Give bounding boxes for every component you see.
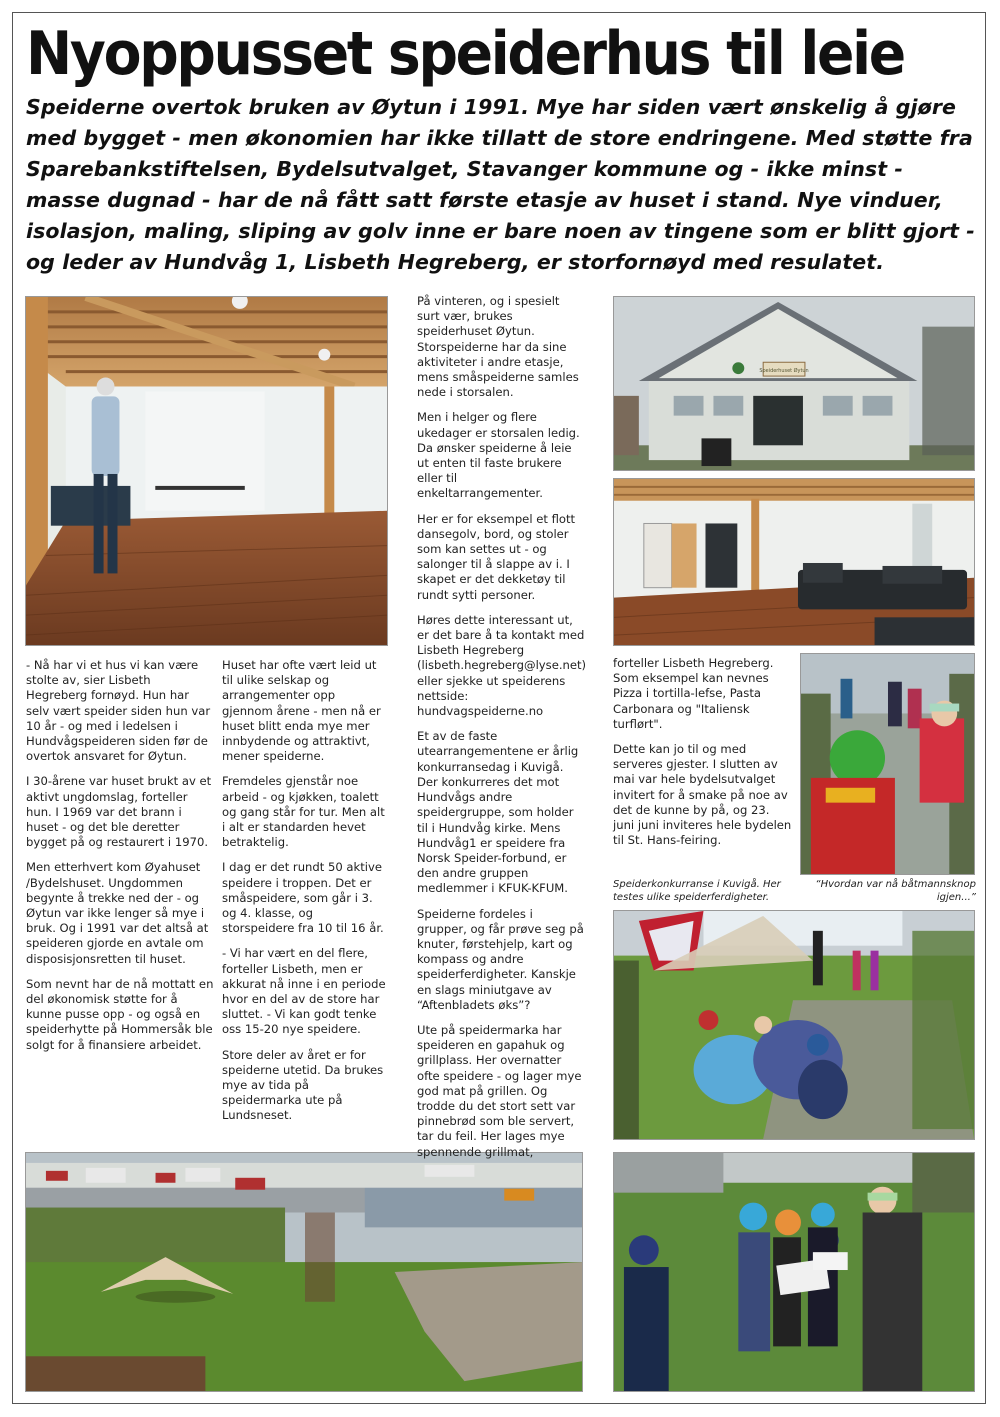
paragraph: I dag er det rundt 50 aktive speidere i troppen. Det er småspeidere, som går i 3. og 4. klasse, og storspeidere fra 10 til 16 år.	[222, 860, 384, 936]
paragraph: Ute på speidermarka har speideren en gapahuk og grillplass. Her overnatter ofte speidere - og lager mye god mat på grillen. Og trodde du det stort sett var pinnebrød som ble servert, tar du feil. Her lages mye spennende grillmat,	[417, 1022, 582, 1159]
paragraph: Huset har ofte vært leid ut til ulike selskap og arrangementer opp gjennom årene - men nå er huset blitt enda mye mer innbydende og attraktivt, mener speiderne.	[222, 658, 381, 764]
photo-landscape-camp	[25, 1152, 583, 1392]
photo-house-exterior	[613, 296, 975, 471]
article-column-3	[417, 294, 585, 1170]
article-column-2	[222, 658, 388, 1134]
paragraph: Et av de faste utearrangementene er årlig konkurransedag i Kuvigå. Der konkurreres det mot Hundvågs andre speidergruppe, som holder til i Hundvåg kirke. Mens Hundvåg1 er speidere fra Norsk Speider-forbund, er den andre gruppen medlemmer i KFUK-KFUM.	[417, 729, 579, 896]
paragraph: I 30-årene var huset brukt av et aktivt ungdomslag, forteller hun. I 1969 var det brann i huset - og det ble deretter bygget på og restaurert i 1970.	[26, 774, 212, 850]
house-sign-text: Speiderhuset Øytun	[759, 368, 809, 375]
paragraph: På vinteren, og i spesielt surt vær, brukes speiderhuset Øytun. Storspeiderne har da sine aktiviteter i andre etasje, mens småspeiderne samles nede i storsalen.	[417, 294, 579, 400]
paragraph: Fremdeles gjenstår noe arbeid - og kjøkken, toalett og gang står for tur. Men alt i alt er standarden hevet betraktelig.	[222, 774, 385, 850]
paragraph: Som nevnt har de nå mottatt en del økonomisk støtte for å kunne pusse opp - og også en speiderhytte på Hommersåk ble solgt for å finansiere arbeidet.	[26, 976, 214, 1052]
paragraph: forteller Lisbeth Hegreberg. Som eksempel kan nevnes Pizza i tortilla-lefse, Pasta Carbonara og "Italiensk turflørt".	[613, 656, 774, 731]
article-column-1	[26, 658, 214, 1063]
headline: Nyoppusset speiderhus til leie	[26, 19, 904, 89]
paragraph: Men i helger og flere ukedager er storsalen ledig. Da ønsker speiderne å leie ut enten til faste brukere eller til enkeltarrangementer.	[417, 410, 580, 501]
paragraph: Speiderne fordeles i grupper, og får prøve seg på knuter, førstehjelp, kart og kompass og andre speiderferdigheter. Kanskje en slags miniutgave av “Aftenbladets øks”?	[417, 906, 584, 1012]
caption-knot: “Hvordan var nå båtmannsknop igjen...”	[815, 879, 976, 903]
paragraph: Men etterhvert kom Øyahuset /Bydelshuset. Ungdommen begynte å trekke ned der - og Øytun var ikke lenger så mye i bruk. Og i 1991 var det altså at speideren gjorde en avtale om disposisjonsretten til huset.	[26, 860, 209, 966]
photo-child-helmet	[800, 653, 975, 875]
photo-kids-map	[613, 1152, 975, 1392]
photo-group-field	[613, 910, 975, 1140]
article-column-4	[613, 656, 793, 858]
paragraph: Her er for eksempel et flott dansegolv, bord, og stoler som kan settes ut - og salonger til å slappe av i. I skapet er det dekketøy til rundt sytti personer.	[417, 511, 576, 602]
paragraph: Store deler av året er for speiderne utetid. Da brukes mye av tida på speidermarka ute på Lundsneset.	[222, 1047, 384, 1123]
paragraph: Dette kan jo til og med serveres gjester. I slutten av mai var hele bydelsutvalget invitert for å smake på noe av det de kunne by på, og 23. juni juni inviteres hele bydelen til St. Hans-feiring.	[613, 742, 792, 848]
lead-paragraph: Speiderne overtok bruken av Øytun i 1991. Mye har siden vært ønskelig å gjøre med bygget - men økonomien har ikke tillatt de store endringene. Med støtte fra Sparebankstiftelsen, Bydelsutvalget, Stavanger kommune og - ikke minst - masse dugnad - har de nå fått satt første etasje av huset i stand. Nye vinduer, isolasjon, maling, sliping av golv inne er bare noen av tingene som er blitt gjort - og leder av Hundvåg 1, Lisbeth Hegreberg, er storfornøyd med resulatet.	[26, 95, 975, 274]
paragraph: Høres dette interessant ut, er det bare å ta kontakt med Lisbeth Hegreberg (lisbeth.hegreberg@lyse.net) eller sjekke ut speiderens nettside: hundvagspeiderne.no	[417, 612, 587, 719]
photo-hall-lounge	[613, 478, 975, 646]
paragraph: - Vi har vært en del flere, forteller Lisbeth, men er akkurat nå inne i en periode hvor en del av de store har sluttet. - Vi kan godt tenke oss 15-20 nye speidere.	[222, 946, 386, 1037]
photo-hall-leader	[25, 296, 388, 646]
caption-competition: Speiderkonkurranse i Kuvigå. Her testes ulike speiderferdigheter.	[613, 879, 781, 903]
paragraph: - Nå har vi et hus vi kan være stolte av, sier Lisbeth Hegreberg fornøyd. Hun har selv vært speider siden hun var 10 år - og med i ledelsen i Hundvågspeideren siden før de overtok ansvaret for Øytun.	[26, 658, 211, 764]
